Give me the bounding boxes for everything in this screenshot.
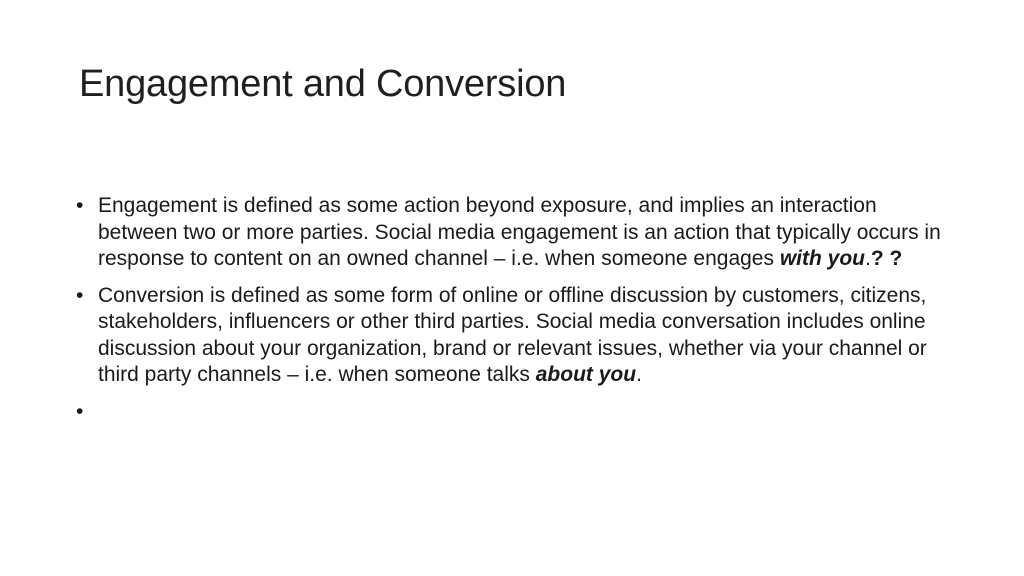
bullet-punctuation: . <box>636 363 642 386</box>
bullet-trailing-marks: ? ? <box>870 247 903 270</box>
bullet-item-conversion <box>76 283 956 389</box>
bullet-text: Conversion is defined as some form of online or offline discussion by customers, citizens, stakeholders, influencers or other third parties. Social media conversation includes online discussion about your organization, brand or relevant issues, whether via your channel or third party channels – i.e. when someone talks <box>98 283 927 386</box>
bullet-icon: • <box>76 194 84 217</box>
bullet-text: Engagement is defined as some action beyond exposure, and implies an interaction between two or more parties. Social media engagement is an action that typically occurs in response to content on an owned channel – i.e. when someone engages <box>98 194 941 270</box>
bullet-emphasis: with you <box>779 247 865 270</box>
bullet-emphasis: about you <box>535 363 637 386</box>
bullet-punctuation: . <box>865 247 871 270</box>
bullet-icon: • <box>76 399 84 423</box>
slide-title: Engagement and Conversion <box>79 63 567 105</box>
bullet-icon: • <box>76 283 84 307</box>
bullet-item-engagement <box>76 193 956 273</box>
bullet-list <box>76 193 956 423</box>
